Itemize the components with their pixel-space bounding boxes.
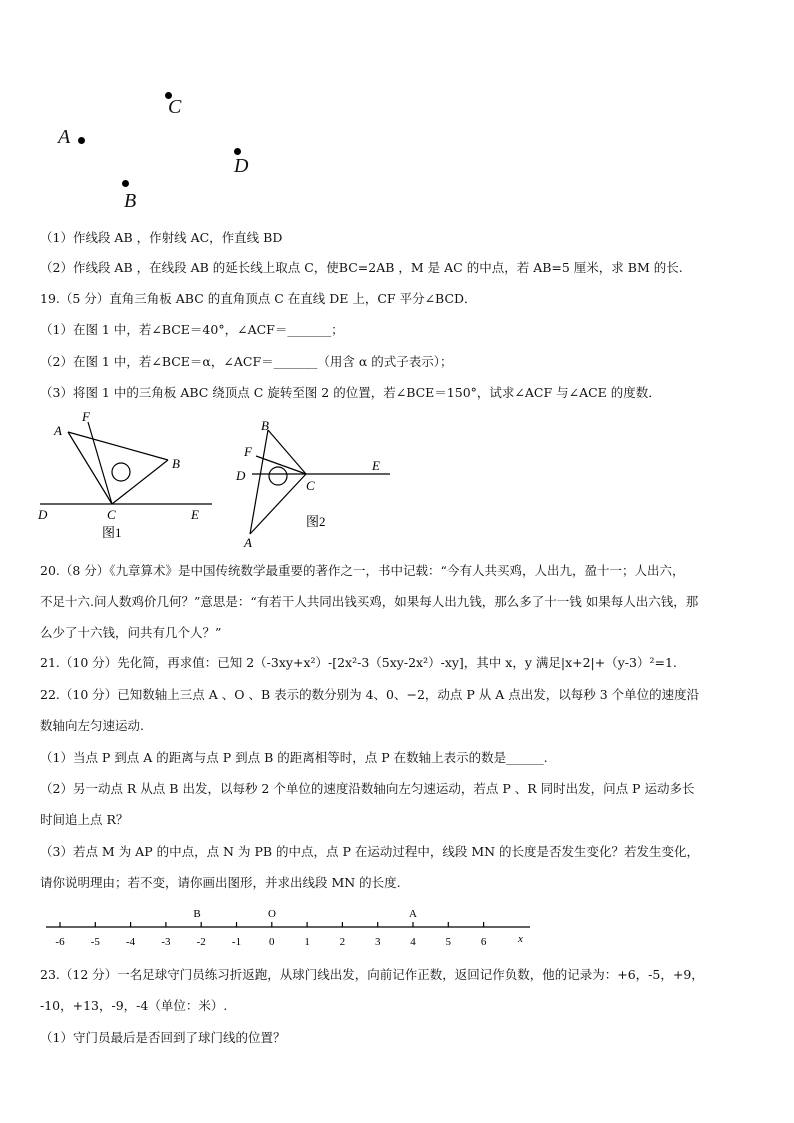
fig2-label-c: C (306, 478, 315, 493)
number-line-tick-label: -2 (196, 936, 206, 948)
fig1-label-e: E (191, 507, 199, 522)
point-b-dot (122, 180, 129, 187)
fig1-label-c: C (107, 507, 116, 522)
point-d-dot (234, 148, 241, 155)
point-b-label: B (124, 190, 137, 212)
point-a-dot (78, 137, 85, 144)
fig2-label-f: F (244, 444, 252, 459)
q22-part2-line1: （2）另一动点 R 从点 B 出发，以每秒 2 个单位的速度沿数轴向左匀速运动，若点 P 、R 同时出发，问点 P 运动多长 (40, 781, 695, 796)
number-line-tick-label: -6 (55, 936, 65, 948)
number-line-label-o: O (268, 908, 276, 920)
number-line-tick-label: -4 (126, 936, 136, 948)
q22-part3-line1: （3）若点 M 为 AP 的中点，点 N 为 PB 的中点，点 P 在运动过程中，线段 MN 的长度是否发生变化？若发生变化， (40, 844, 700, 859)
figure-1 (30, 408, 220, 548)
number-line-tick-label: 3 (374, 936, 381, 948)
number-line-tick-label: 2 (339, 936, 346, 948)
number-line-tick-label: 0 (269, 936, 275, 948)
number-line-tick-label: -1 (231, 936, 242, 948)
q23-line1: 23.（12 分）一名足球守门员练习折返跑，从球门线出发，向前记作正数，返回记作负数，他的记录为：+6，-5，+9， (40, 967, 704, 982)
number-line-tick-label: 1 (304, 936, 310, 948)
q20-line2: 不足十六.问人数鸡价几何？”意思是：“有若干人共同出钱买鸡，如果每人出九钱，那么多了十一钱 如果每人出六钱，那 (40, 594, 699, 609)
q23-part1: （1）守门员最后是否回到了球门线的位置？ (40, 1030, 286, 1045)
fig2-label-d: D (236, 468, 246, 483)
q22-part3-line2: 请你说明理由；若不变，请你画出图形，并求出线段 MN 的长度. (40, 875, 401, 890)
fig2-caption: 图2 (306, 514, 326, 529)
number-line-axis-label: x (518, 933, 523, 945)
number-line-label-b: B (193, 908, 201, 920)
q19-part1: （1）在图 1 中，若∠BCE＝40°，∠ACF＝_______； (40, 322, 344, 337)
point-c-label: C (168, 96, 182, 118)
q19-stem: 19.（5 分）直角三角板 ABC 的直角顶点 C 在直线 DE 上，CF 平分∠BCD． (40, 291, 477, 306)
q23-line2: -10，+13，-9，-4（单位：米）. (40, 998, 228, 1013)
fig2-label-e: E (372, 458, 380, 473)
number-line (40, 902, 540, 952)
number-line-label-a: A (409, 908, 417, 920)
number-line-tick-label: 6 (480, 936, 487, 948)
q21-stem: 21.（10 分）先化简，再求值：已知 2（-3xy+x²）-[2x²-3（5xy-2x²）-xy]，其中 x，y 满足|x+2|+（y-3）²=1. (40, 655, 677, 670)
q22-part1: （1）当点 P 到点 A 的距离与点 P 到点 B 的距离相等时，点 P 在数轴上表示的数是______. (40, 750, 548, 765)
q22-part2-line2: 时间追上点 R？ (40, 812, 129, 827)
q18-part2: （2）作线段 AB ，在线段 AB 的延长线上取点 C，使BC=2AB ，M 是 AC 的中点，若 AB=5 厘米，求 BM 的长. (40, 260, 683, 275)
q22-line2: 数轴向左匀速运动. (40, 718, 144, 733)
fig1-label-a: A (54, 423, 62, 438)
number-line-ticks (55, 922, 486, 948)
q19-part3: （3）将图 1 中的三角板 ABC 绕顶点 C 旋转至图 2 的位置，若∠BCE＝150°，试求∠ACF 与∠ACE 的度数． (40, 385, 661, 400)
figure-2 (230, 412, 400, 552)
fig2-label-b: B (261, 418, 269, 433)
fig1-caption: 图1 (102, 525, 122, 540)
q18-part1: （1）作线段 AB ，作射线 AC，作直线 BD (40, 230, 283, 245)
q20-line1: 20.（8 分）《九章算术》是中国传统数学最重要的著作之一，书中记载：“今有人共买鸡，人出九，盈十一；人出六， (40, 563, 685, 578)
number-line-tick-label: -5 (90, 936, 100, 948)
fig1-label-d: D (38, 507, 48, 522)
fig1-label-b: B (172, 456, 180, 471)
fig1-label-f: F (82, 409, 90, 424)
point-a-label: A (58, 126, 71, 148)
fig2-label-a: A (244, 535, 252, 550)
number-line-tick-label: -3 (161, 936, 171, 948)
number-line-tick-label: 5 (445, 936, 452, 948)
q19-part2: （2）在图 1 中，若∠BCE＝α，∠ACF＝_______（用含 α 的式子表示）； (40, 354, 453, 369)
q22-line1: 22.（10 分）已知数轴上三点 A 、O 、B 表示的数分别为 4、0、−2，动点 P 从 A 点出发，以每秒 3 个单位的速度沿 (40, 687, 700, 702)
q20-line3: 么少了十六钱，问共有几个人？” (40, 625, 222, 640)
point-d-label: D (234, 155, 249, 177)
number-line-tick-label: 4 (410, 936, 416, 948)
